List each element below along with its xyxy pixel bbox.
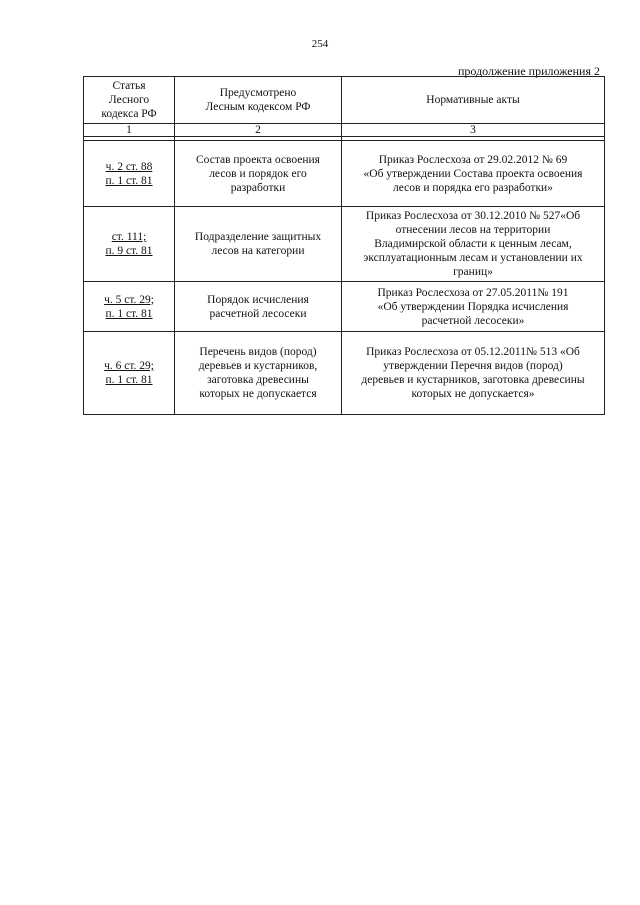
acts-line: границ» (453, 266, 493, 278)
provided-line: лесов на категории (211, 245, 305, 257)
page-number: 254 (311, 38, 329, 50)
article-reference[interactable]: ч. 6 ст. 29; (104, 360, 154, 372)
acts-line: которых не допускается» (411, 388, 535, 400)
article-cell (84, 282, 175, 332)
table-row (84, 282, 605, 332)
article-reference[interactable]: п. 1 ст. 81 (105, 174, 153, 187)
acts-line: Приказ Рослесхоза от 29.02.2012 № 69 (378, 153, 568, 166)
header-provided-line: Предусмотрено (219, 87, 297, 99)
header-provided-line: Лесным кодексом РФ (205, 101, 311, 113)
acts-line: эксплуатационным лесам и установлении их (363, 252, 583, 264)
acts-line: отнесении лесов на территории (395, 224, 551, 236)
article-cell (84, 332, 175, 415)
provided-cell (175, 282, 342, 332)
article-reference[interactable]: ст. 111; (111, 231, 147, 243)
acts-line: Приказ Рослесхоза от 30.12.2010 № 527«Об (365, 210, 581, 222)
article-reference[interactable]: п. 1 ст. 81 (105, 374, 153, 386)
provided-line: Состав проекта освоения (196, 153, 320, 166)
header-acts: Нормативные акты (342, 77, 605, 124)
acts-line: деревьев и кустарников, заготовка древесины (361, 374, 585, 386)
acts-line: «Об утверждении Состава проекта освоения (363, 167, 583, 180)
table-row (84, 207, 605, 282)
article-cell (84, 207, 175, 282)
provided-line: лесов и порядок его (209, 167, 307, 180)
provided-line: которых не допускается (199, 388, 317, 400)
article-reference[interactable]: ч. 5 ст. 29; (104, 293, 154, 306)
provided-line: заготовка древесины (207, 374, 309, 386)
header-article-line: Статья (112, 80, 146, 92)
acts-cell (342, 141, 605, 207)
provided-line: Подразделение защитных (194, 231, 322, 243)
acts-cell (342, 282, 605, 332)
article-reference[interactable]: п. 1 ст. 81 (105, 307, 153, 320)
acts-cell (342, 332, 605, 415)
header-article-line: кодекса РФ (101, 108, 157, 120)
acts-line: Владимирской области к ценным лесам, (374, 238, 572, 250)
acts-line: Приказ Рослесхоза от 05.12.2011№ 513 «Об (366, 346, 580, 358)
acts-line: Приказ Рослесхоза от 27.05.2011№ 191 (377, 286, 569, 299)
continuation-note: продолжение приложения 2 (458, 64, 600, 78)
table-row (84, 332, 605, 415)
acts-line: лесов и порядка его разработки» (393, 181, 553, 194)
acts-line: расчетной лесосеки» (421, 314, 525, 327)
article-reference[interactable]: п. 9 ст. 81 (105, 245, 153, 257)
article-reference[interactable]: ч. 2 ст. 88 (105, 160, 153, 173)
header-article (84, 77, 175, 124)
acts-line: «Об утверждении Порядка исчисления (377, 300, 569, 313)
header-provided (175, 77, 342, 124)
provided-cell (175, 141, 342, 207)
column-number: 1 (84, 124, 175, 137)
article-cell (84, 141, 175, 207)
provided-line: расчетной лесосеки (209, 307, 307, 320)
provided-line: Порядок исчисления (207, 293, 309, 306)
column-number: 2 (175, 124, 342, 137)
normative-acts-table (83, 76, 605, 415)
provided-cell (175, 207, 342, 282)
acts-line: утверждении Перечня видов (пород) (383, 360, 563, 372)
header-article-line: Лесного (108, 94, 150, 106)
provided-cell (175, 332, 342, 415)
provided-line: деревьев и кустарников, (198, 360, 318, 372)
provided-line: разработки (230, 181, 286, 194)
column-number: 3 (342, 124, 605, 137)
table-row (84, 141, 605, 207)
provided-line: Перечень видов (пород) (199, 346, 317, 358)
header-row (84, 77, 605, 124)
column-numbers-row (84, 124, 605, 137)
acts-cell (342, 207, 605, 282)
